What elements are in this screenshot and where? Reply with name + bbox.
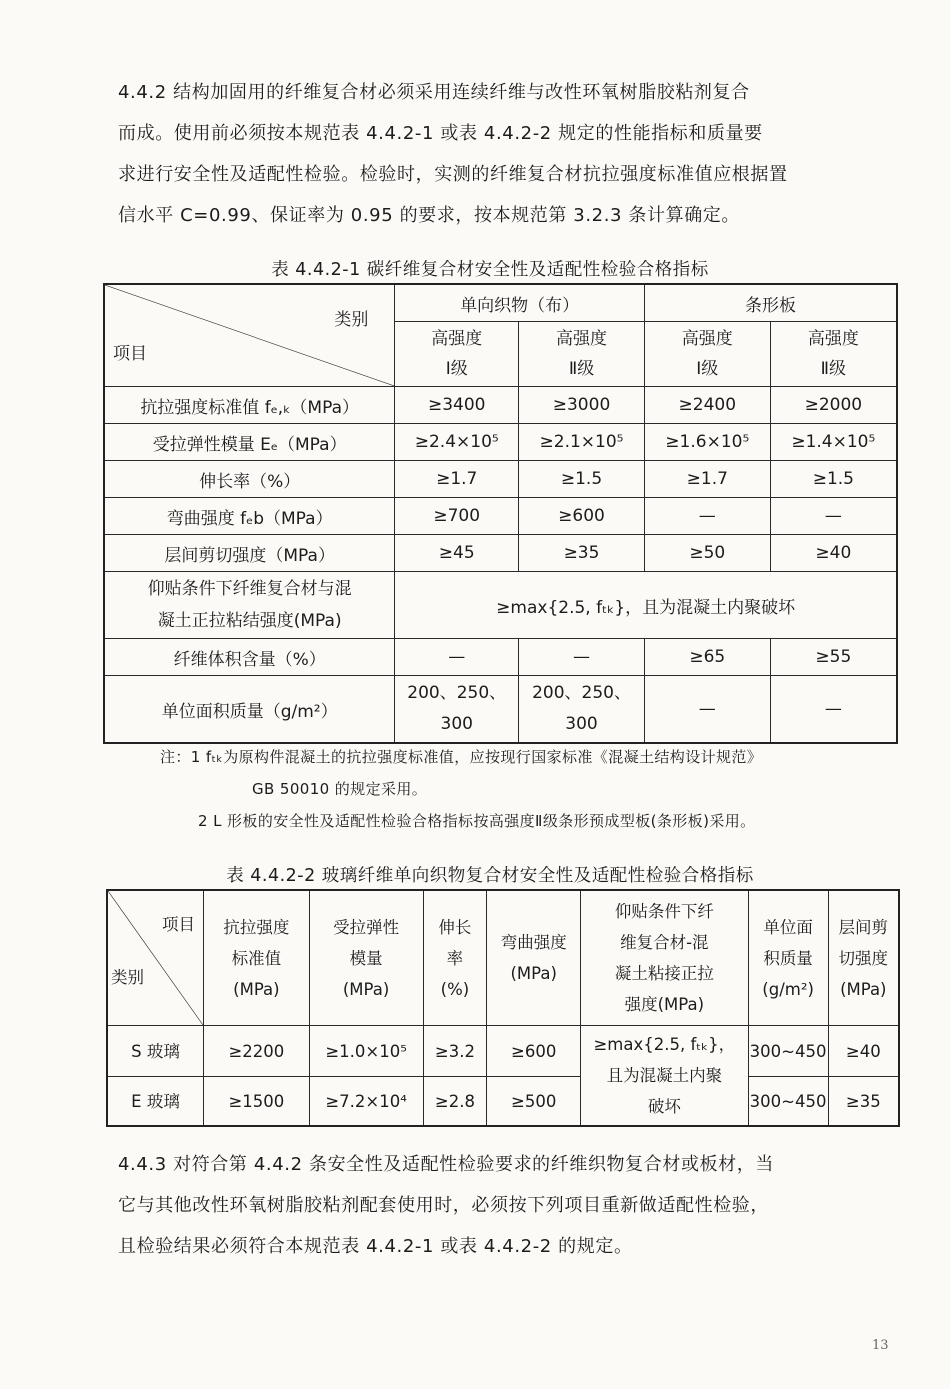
sub-header: 高强度 Ⅰ级 (395, 322, 519, 387)
table-cell: — (644, 676, 770, 744)
table-cell: ≥1.7 (395, 461, 519, 498)
table-cell: ≥1.6×10⁵ (644, 424, 770, 461)
table-cell: ≥1500 (204, 1077, 310, 1127)
column-header: 抗拉强度 标准值 (MPa) (204, 890, 310, 1026)
paragraph-line: 4.4.2 结构加固用的纤维复合材必须采用连续纤维与改性环氧树脂胶粘剂复合 (118, 82, 750, 103)
table-row (104, 676, 897, 744)
table-cell: ≥35 (828, 1077, 899, 1127)
table-row (104, 572, 897, 639)
table-cell: ≥2400 (644, 387, 770, 424)
table1-corner-cell (104, 284, 395, 387)
table-cell: — (770, 676, 897, 744)
table-cell: — (770, 498, 897, 535)
table2-corner-cell (107, 890, 204, 1026)
table-cell: 300~450 (748, 1026, 828, 1077)
table-cell: ≥45 (395, 535, 519, 572)
table-row (107, 1026, 899, 1077)
corner-top-label: 项目 (162, 915, 196, 934)
table-row (104, 387, 897, 424)
page-number: 13 (872, 1338, 889, 1353)
bond-strength-cell: ≥max{2.5, fₜₖ}， 且为混凝土内聚 破坏 (581, 1026, 749, 1127)
carbon-fiber-table (103, 283, 898, 744)
paragraph-line: 信水平 C=0.99、保证率为 0.95 的要求，按本规范第 3.2.3 条计算确定。 (118, 205, 741, 226)
table-cell: ≥1.7 (644, 461, 770, 498)
table-cell: ≥1.4×10⁵ (770, 424, 897, 461)
table-cell: ≥1.5 (770, 461, 897, 498)
table-cell: ≥2.8 (423, 1077, 487, 1127)
paragraph-line: 且检验结果必须符合本规范表 4.4.2-1 或表 4.4.2-2 的规定。 (118, 1236, 633, 1257)
table-row (104, 535, 897, 572)
row-label: 层间剪切强度（MPa） (104, 535, 395, 572)
paragraph-4-4-2 (118, 72, 888, 236)
table-cell: ≥2.1×10⁵ (519, 424, 645, 461)
table-cell: — (519, 639, 645, 676)
table1-caption: 表 4.4.2-1 碳纤维复合材安全性及适配性检验合格指标 (271, 260, 709, 280)
table-cell: — (395, 639, 519, 676)
table-row (104, 639, 897, 676)
column-header: 单位面 积质量 (g/m²) (748, 890, 828, 1026)
table-cell: ≥600 (519, 498, 645, 535)
sub-header: 高强度 Ⅰ级 (644, 322, 770, 387)
column-header: 仰贴条件下纤 维复合材-混 凝土粘接正拉 强度(MPa) (581, 890, 749, 1026)
table-cell: 300~450 (748, 1077, 828, 1127)
paragraph-line: 4.4.3 对符合第 4.4.2 条安全性及适配性检验要求的纤维织物复合材或板材，当 (118, 1154, 774, 1175)
table-cell: ≥65 (644, 639, 770, 676)
corner-top-label: 类别 (334, 310, 369, 330)
table-cell: ≥3.2 (423, 1026, 487, 1077)
row-label: E 玻璃 (107, 1077, 204, 1127)
paragraph-line: 它与其他改性环氧树脂胶粘剂配套使用时，必须按下列项目重新做适配性检验， (118, 1195, 769, 1216)
table-cell: ≥600 (487, 1026, 581, 1077)
column-header: 受拉弹性 模量 (MPa) (309, 890, 423, 1026)
row-label: 受拉弹性模量 Eₑ（MPa） (104, 424, 395, 461)
table-row (107, 1077, 899, 1127)
column-header: 伸长 率 (%) (423, 890, 487, 1026)
bond-strength-cell: ≥max{2.5, fₜₖ}，且为混凝土内聚破坏 (395, 572, 897, 639)
table1-note-1-cont: GB 50010 的规定采用。 (252, 780, 428, 798)
table-row (104, 498, 897, 535)
row-label: 纤维体积含量（%） (104, 639, 395, 676)
group-header-fabric: 单向织物（布） (395, 284, 645, 322)
corner-bottom-label: 类别 (111, 968, 144, 987)
table1-note-2: 2 L 形板的安全性及适配性检验合格指标按高强度Ⅱ级条形预成型板(条形板)采用。 (198, 812, 756, 830)
corner-bottom-label: 项目 (113, 344, 147, 364)
table-cell: ≥55 (770, 639, 897, 676)
table-cell: ≥700 (395, 498, 519, 535)
row-label: 抗拉强度标准值 fₑ,ₖ（MPa） (104, 387, 395, 424)
row-label: 伸长率（%） (104, 461, 395, 498)
table-cell: 200、250、 300 (395, 676, 519, 744)
row-label: 单位面积质量（g/m²） (104, 676, 395, 744)
table-cell: ≥500 (487, 1077, 581, 1127)
table-cell: ≥7.2×10⁴ (309, 1077, 423, 1127)
paragraph-4-4-3 (118, 1144, 888, 1267)
row-label: 仰贴条件下纤维复合材与混 凝土正拉粘结强度(MPa) (104, 572, 395, 639)
table-cell: ≥2200 (204, 1026, 310, 1077)
table-cell: ≥1.0×10⁵ (309, 1026, 423, 1077)
table-row (104, 424, 897, 461)
paragraph-line: 求进行安全性及适配性检验。检验时，实测的纤维复合材抗拉强度标准值应根据置 (118, 164, 788, 185)
table-cell: ≥2.4×10⁵ (395, 424, 519, 461)
table1-note-1: 注：1 fₜₖ为原构件混凝土的抗拉强度标准值，应按现行国家标准《混凝土结构设计规范》 (160, 748, 763, 766)
column-header: 层间剪 切强度 (MPa) (828, 890, 899, 1026)
table-cell: ≥40 (770, 535, 897, 572)
table-cell: 200、250、 300 (519, 676, 645, 744)
table-cell: ≥1.5 (519, 461, 645, 498)
table-cell: ≥2000 (770, 387, 897, 424)
row-label: 弯曲强度 fₑb（MPa） (104, 498, 395, 535)
table-cell: ≥40 (828, 1026, 899, 1077)
table-row (104, 461, 897, 498)
table2-caption: 表 4.4.2-2 玻璃纤维单向织物复合材安全性及适配性检验合格指标 (226, 866, 754, 886)
table-cell: ≥3000 (519, 387, 645, 424)
paragraph-line: 而成。使用前必须按本规范表 4.4.2-1 或表 4.4.2-2 规定的性能指标和质量要 (118, 123, 763, 144)
row-label: S 玻璃 (107, 1026, 204, 1077)
sub-header: 高强度 Ⅱ级 (519, 322, 645, 387)
glass-fiber-table (106, 889, 900, 1127)
table-cell: ≥35 (519, 535, 645, 572)
group-header-plate: 条形板 (644, 284, 897, 322)
table-cell: ≥50 (644, 535, 770, 572)
sub-header: 高强度 Ⅱ级 (770, 322, 897, 387)
column-header: 弯曲强度 (MPa) (487, 890, 581, 1026)
table-cell: — (644, 498, 770, 535)
table-cell: ≥3400 (395, 387, 519, 424)
